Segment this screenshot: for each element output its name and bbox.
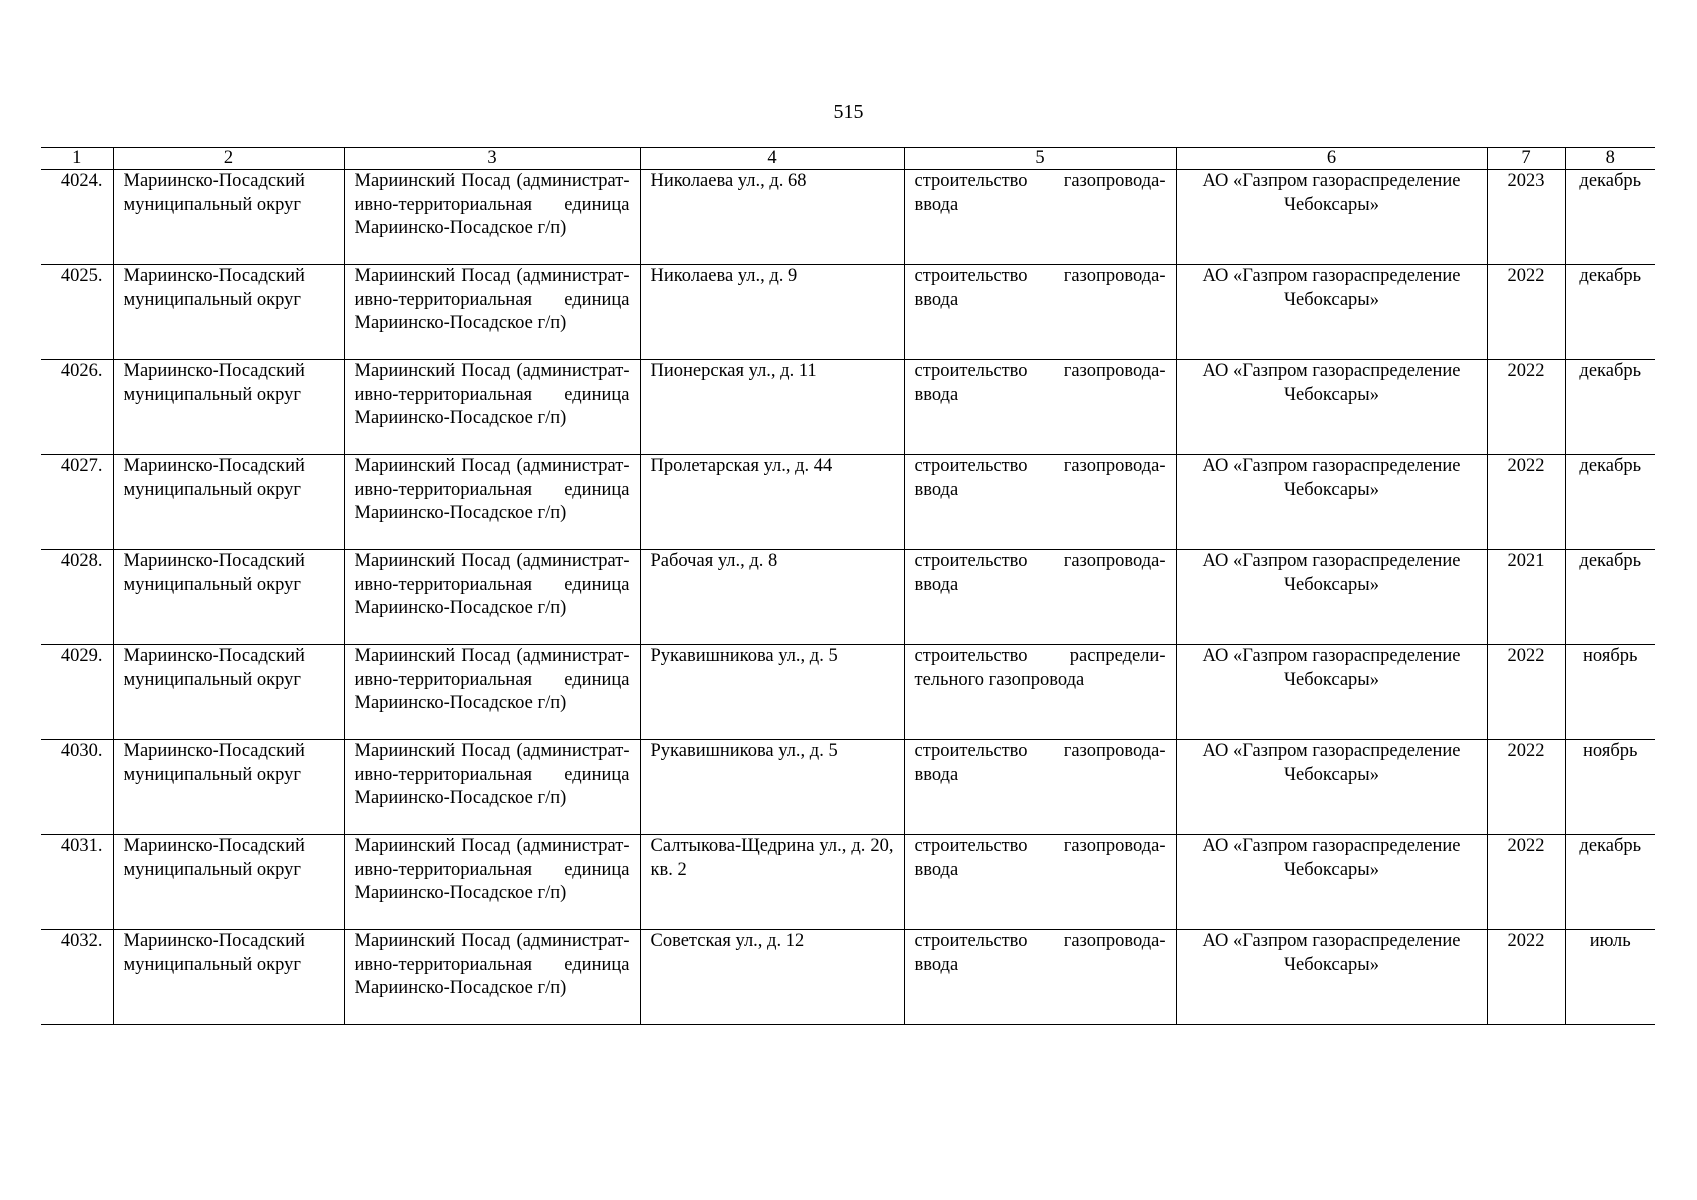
row-number: 4031. xyxy=(41,835,113,930)
work-type-cell: строительство газопровода-ввода xyxy=(904,265,1176,360)
district-cell: Мариинско-Посадский муниципальный округ xyxy=(113,835,344,930)
address-cell: Николаева ул., д. 9 xyxy=(640,265,904,360)
settlement-cell: Мариинский Посад (административно-территориальная единица Мариинско-Посадское г/п) xyxy=(344,265,640,360)
address-cell: Рукавишникова ул., д. 5 xyxy=(640,645,904,740)
district-cell: Мариинско-Посадский муниципальный округ xyxy=(113,265,344,360)
row-number: 4029. xyxy=(41,645,113,740)
table-row xyxy=(41,170,1655,265)
row-number: 4025. xyxy=(41,265,113,360)
table-row xyxy=(41,550,1655,645)
month-cell: ноябрь xyxy=(1565,645,1655,740)
row-number: 4030. xyxy=(41,740,113,835)
organization-cell: АО «Газпром газораспределение Чебоксары» xyxy=(1176,835,1487,930)
address-cell: Рабочая ул., д. 8 xyxy=(640,550,904,645)
year-cell: 2023 xyxy=(1487,170,1565,265)
organization-cell: АО «Газпром газораспределение Чебоксары» xyxy=(1176,740,1487,835)
work-type-cell: строительство газопровода-ввода xyxy=(904,170,1176,265)
month-cell: декабрь xyxy=(1565,360,1655,455)
column-header: 2 xyxy=(113,148,344,170)
month-cell: декабрь xyxy=(1565,455,1655,550)
settlement-cell: Мариинский Посад (административно-территориальная единица Мариинско-Посадское г/п) xyxy=(344,740,640,835)
organization-cell: АО «Газпром газораспределение Чебоксары» xyxy=(1176,455,1487,550)
address-cell: Советская ул., д. 12 xyxy=(640,930,904,1025)
year-cell: 2022 xyxy=(1487,645,1565,740)
year-cell: 2022 xyxy=(1487,455,1565,550)
row-number: 4032. xyxy=(41,930,113,1025)
year-cell: 2022 xyxy=(1487,930,1565,1025)
month-cell: июль xyxy=(1565,930,1655,1025)
settlement-cell: Мариинский Посад (административно-территориальная единица Мариинско-Посадское г/п) xyxy=(344,550,640,645)
month-cell: декабрь xyxy=(1565,835,1655,930)
district-cell: Мариинско-Посадский муниципальный округ xyxy=(113,645,344,740)
organization-cell: АО «Газпром газораспределение Чебоксары» xyxy=(1176,930,1487,1025)
table-row xyxy=(41,740,1655,835)
address-cell: Пролетарская ул., д. 44 xyxy=(640,455,904,550)
year-cell: 2021 xyxy=(1487,550,1565,645)
row-number: 4028. xyxy=(41,550,113,645)
table-row xyxy=(41,455,1655,550)
column-header: 5 xyxy=(904,148,1176,170)
address-cell: Рукавишникова ул., д. 5 xyxy=(640,740,904,835)
organization-cell: АО «Газпром газораспределение Чебоксары» xyxy=(1176,645,1487,740)
table-row xyxy=(41,360,1655,455)
table-row xyxy=(41,930,1655,1025)
column-header: 1 xyxy=(41,148,113,170)
year-cell: 2022 xyxy=(1487,360,1565,455)
month-cell: декабрь xyxy=(1565,550,1655,645)
district-cell: Мариинско-Посадский муниципальный округ xyxy=(113,455,344,550)
district-cell: Мариинско-Посадский муниципальный округ xyxy=(113,360,344,455)
table-row xyxy=(41,645,1655,740)
work-type-cell: строительство газопровода-ввода xyxy=(904,835,1176,930)
column-header: 6 xyxy=(1176,148,1487,170)
year-cell: 2022 xyxy=(1487,740,1565,835)
row-number: 4026. xyxy=(41,360,113,455)
column-number-row xyxy=(41,148,1655,170)
month-cell: декабрь xyxy=(1565,170,1655,265)
page-number: 515 xyxy=(833,101,864,123)
row-number: 4024. xyxy=(41,170,113,265)
settlement-cell: Мариинский Посад (административно-территориальная единица Мариинско-Посадское г/п) xyxy=(344,360,640,455)
year-cell: 2022 xyxy=(1487,265,1565,360)
settlement-cell: Мариинский Посад (административно-территориальная единица Мариинско-Посадское г/п) xyxy=(344,835,640,930)
work-type-cell: строительство газопровода-ввода xyxy=(904,740,1176,835)
district-cell: Мариинско-Посадский муниципальный округ xyxy=(113,550,344,645)
district-cell: Мариинско-Посадский муниципальный округ xyxy=(113,170,344,265)
month-cell: ноябрь xyxy=(1565,740,1655,835)
address-cell: Николаева ул., д. 68 xyxy=(640,170,904,265)
gasification-table xyxy=(41,147,1655,1025)
organization-cell: АО «Газпром газораспределение Чебоксары» xyxy=(1176,360,1487,455)
year-cell: 2022 xyxy=(1487,835,1565,930)
work-type-cell: строительство газопровода-ввода xyxy=(904,455,1176,550)
district-cell: Мариинско-Посадский муниципальный округ xyxy=(113,740,344,835)
work-type-cell: строительство распределительного газопровода xyxy=(904,645,1176,740)
column-header: 8 xyxy=(1565,148,1655,170)
work-type-cell: строительство газопровода-ввода xyxy=(904,360,1176,455)
row-number: 4027. xyxy=(41,455,113,550)
settlement-cell: Мариинский Посад (административно-территориальная единица Мариинско-Посадское г/п) xyxy=(344,930,640,1025)
organization-cell: АО «Газпром газораспределение Чебоксары» xyxy=(1176,265,1487,360)
work-type-cell: строительство газопровода-ввода xyxy=(904,930,1176,1025)
settlement-cell: Мариинский Посад (административно-территориальная единица Мариинско-Посадское г/п) xyxy=(344,170,640,265)
work-type-cell: строительство газопровода-ввода xyxy=(904,550,1176,645)
organization-cell: АО «Газпром газораспределение Чебоксары» xyxy=(1176,550,1487,645)
address-cell: Пионерская ул., д. 11 xyxy=(640,360,904,455)
settlement-cell: Мариинский Посад (административно-территориальная единица Мариинско-Посадское г/п) xyxy=(344,455,640,550)
organization-cell: АО «Газпром газораспределение Чебоксары» xyxy=(1176,170,1487,265)
address-cell: Салтыкова-Щедрина ул., д. 20, кв. 2 xyxy=(640,835,904,930)
table-row xyxy=(41,265,1655,360)
district-cell: Мариинско-Посадский муниципальный округ xyxy=(113,930,344,1025)
month-cell: декабрь xyxy=(1565,265,1655,360)
column-header: 4 xyxy=(640,148,904,170)
column-header: 3 xyxy=(344,148,640,170)
settlement-cell: Мариинский Посад (административно-территориальная единица Мариинско-Посадское г/п) xyxy=(344,645,640,740)
table-row xyxy=(41,835,1655,930)
column-header: 7 xyxy=(1487,148,1565,170)
